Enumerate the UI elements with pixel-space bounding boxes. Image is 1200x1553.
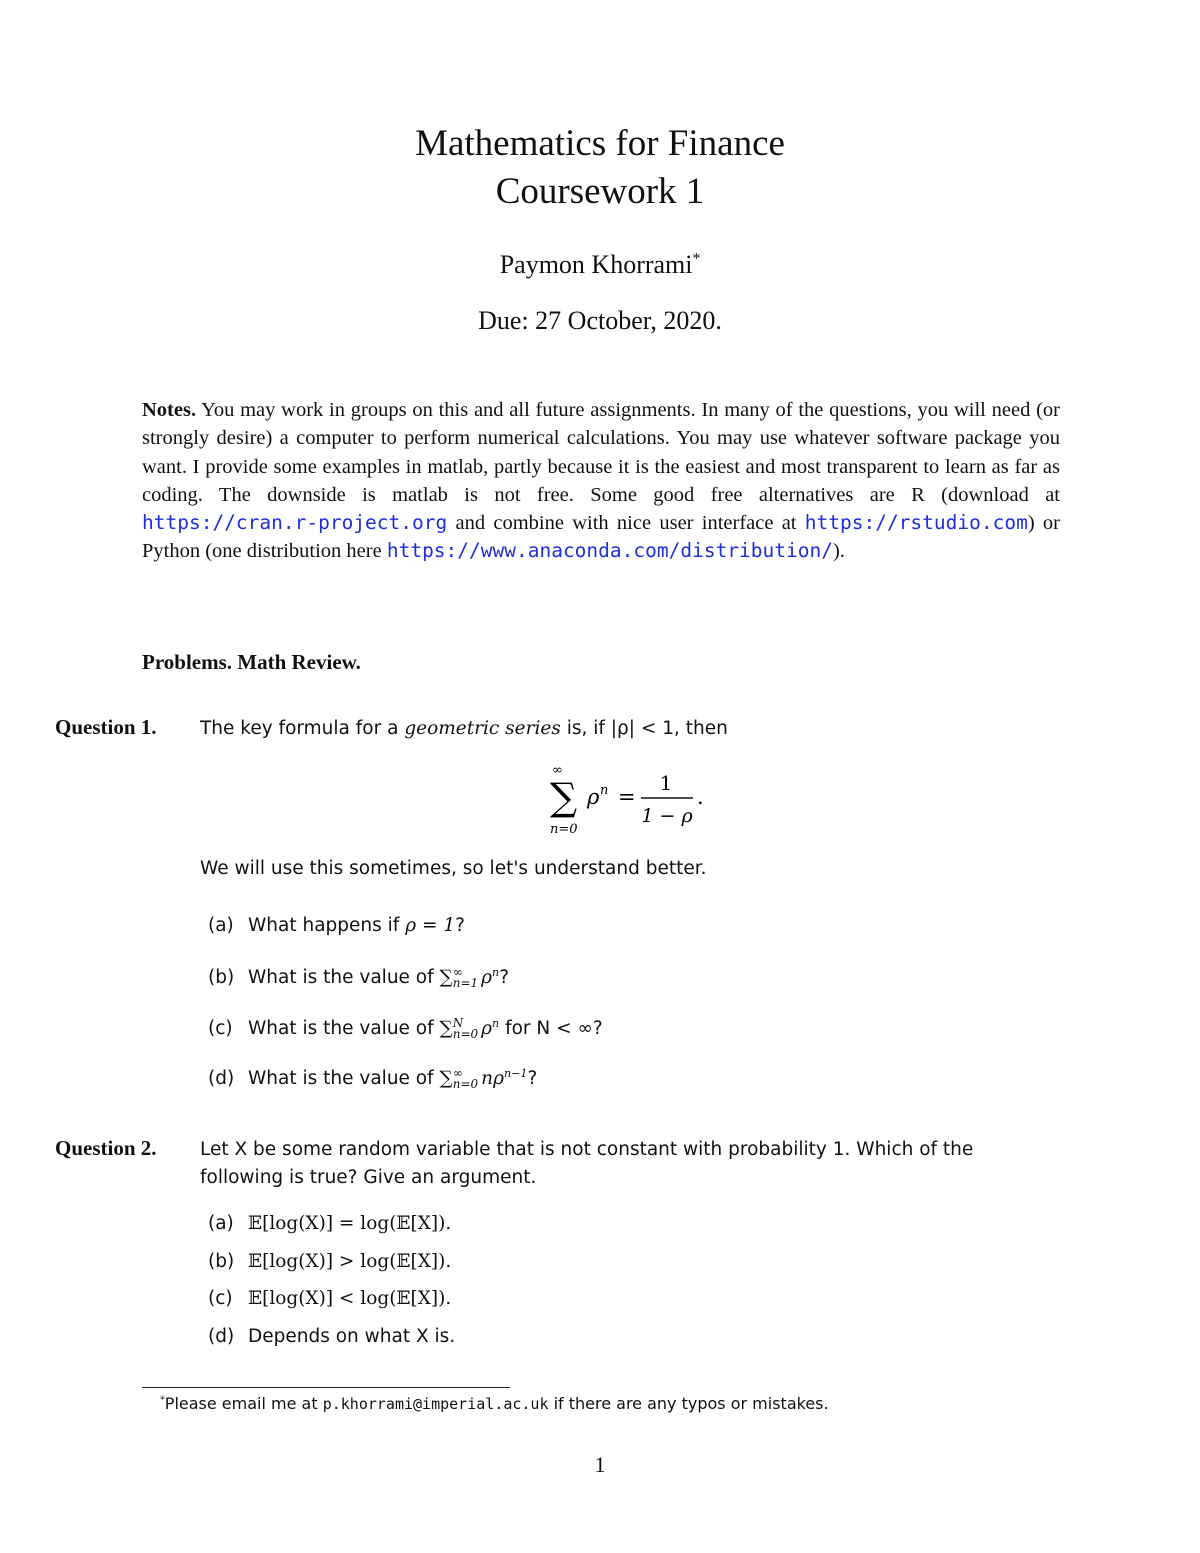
q1-part-c-sum: ∑	[439, 1018, 453, 1040]
author-footnote-mark: *	[692, 250, 701, 268]
formula-upper-limit: ∞	[552, 763, 563, 778]
q1-part-d-limits	[453, 1068, 478, 1090]
q1-part-a	[208, 915, 465, 936]
q1-part-a-math: ρ = 1	[405, 915, 456, 936]
notes-text-4: ).	[832, 540, 845, 563]
formula-denominator: 1 − ρ	[641, 805, 693, 827]
title-line-2: Coursework 1	[495, 171, 705, 212]
q2-part-a-text: 𝔼[log(X)] = log(𝔼[X]).	[248, 1213, 452, 1234]
q2-part-a-label: (a)	[208, 1213, 234, 1234]
formula-numerator: 1	[659, 771, 673, 795]
q1-part-d-exp: n−1	[503, 1067, 528, 1080]
q1-part-d-sum: ∑	[439, 1068, 453, 1090]
q2-part-d-label: (d)	[208, 1326, 235, 1347]
notes-text-2: and combine with nice user interface at	[447, 512, 805, 535]
q1-part-d-sub: n=0	[452, 1077, 479, 1092]
footnote	[160, 1394, 829, 1413]
footnote-email[interactable]: p.khorrami@imperial.ac.uk	[322, 1395, 549, 1413]
q1-part-b-sum: ∑	[439, 967, 453, 989]
q1-intro-a: The key formula for a	[200, 718, 405, 739]
question-2-text: Let X be some random variable that is not constant with probability 1. Which of the following is true? Give an argument.	[200, 1139, 974, 1188]
formula-term: ρ	[587, 785, 600, 809]
q1-part-a-pre: What happens if	[248, 915, 406, 936]
q1-part-d-pre: What is the value of	[248, 1068, 440, 1090]
q1-part-b-pre: What is the value of	[248, 967, 440, 989]
author	[0, 250, 1200, 280]
q1-part-d-post: ?	[527, 1068, 538, 1090]
q1-part-a-post: ?	[455, 915, 465, 936]
notes-text-1: You may work in groups on this and all future assignments. In many of the questions, you will need (or strongly desire) a computer to perform numerical calculations. You may use whatever software package you want. I provide some examples in matlab, partly because it is the easiest and most transparent to learn as far as coding. The downside is matlab is not free. Some good free alternatives are R (download at	[142, 399, 1060, 506]
q2-part-d-text: Depends on what X is.	[248, 1326, 456, 1347]
page-number: 1	[594, 1452, 606, 1477]
q1-part-b-expr: ρ	[481, 967, 493, 989]
title-line-1: Mathematics for Finance	[415, 123, 785, 164]
q1-part-d-label: (d)	[208, 1068, 235, 1090]
notes-text-3: ) or Python (one distribution here	[142, 512, 1060, 563]
formula-exponent: n	[600, 783, 609, 798]
q2-part-c	[208, 1288, 451, 1309]
footnote-pre: Please email me at	[164, 1394, 323, 1413]
geometric-series-formula	[540, 762, 740, 842]
q1-part-b-sup: ∞	[452, 965, 463, 980]
formula-period: .	[697, 785, 704, 809]
section-heading: Problems. Math Review.	[142, 650, 361, 674]
q1-part-c-post: for N < ∞?	[499, 1018, 603, 1040]
q1-part-c-sup: N	[452, 1016, 464, 1031]
footnote-mark: *	[160, 1394, 165, 1406]
formula-equals: =	[618, 785, 636, 809]
q2-part-c-label: (c)	[208, 1288, 233, 1309]
q1-intro-emphasis: geometric series	[404, 718, 561, 739]
question-1-followup: We will use this sometimes, so let's understand better.	[200, 858, 707, 879]
q1-part-b-sub: n=1	[452, 976, 479, 991]
q1-part-c	[208, 1017, 603, 1040]
q2-part-a	[208, 1213, 451, 1234]
q1-part-c-limits	[453, 1018, 478, 1040]
q2-part-b-text: 𝔼[log(X)] > log(𝔼[X]).	[248, 1251, 452, 1272]
q2-part-d	[208, 1326, 455, 1347]
q2-part-b	[208, 1251, 451, 1272]
q1-part-b-exp: n	[492, 966, 500, 979]
q1-part-b-label: (b)	[208, 967, 235, 989]
q1-part-d-expr: nρ	[481, 1068, 504, 1090]
question-1-label: Question 1.	[55, 715, 157, 739]
formula-sum-symbol: ∑	[550, 775, 578, 819]
q1-part-c-exp: n	[492, 1017, 500, 1030]
q1-part-b-limits	[453, 967, 478, 989]
q1-part-b-post: ?	[499, 967, 510, 989]
document-title	[0, 120, 1200, 216]
notes-paragraph	[142, 396, 1060, 566]
cran-link[interactable]: https://cran.r-project.org	[142, 511, 448, 535]
q2-part-c-text: 𝔼[log(X)] < log(𝔼[X]).	[248, 1288, 452, 1309]
q1-part-b	[208, 966, 509, 989]
q2-part-b-label: (b)	[208, 1251, 235, 1272]
question-1-intro	[200, 715, 1060, 743]
question-2-label: Question 2.	[55, 1136, 157, 1160]
due-date: Due: 27 October, 2020.	[478, 306, 722, 335]
formula-lower-limit: n=0	[550, 822, 578, 837]
q1-intro-b: is, if |ρ| < 1, then	[560, 718, 728, 739]
rstudio-link[interactable]: https://rstudio.com	[804, 511, 1028, 535]
anaconda-link[interactable]: https://www.anaconda.com/distribution/	[386, 539, 833, 563]
q1-part-c-sub: n=0	[452, 1027, 479, 1042]
author-name: Paymon Khorrami	[499, 250, 693, 279]
footnote-post: if there are any typos or mistakes.	[548, 1394, 829, 1413]
q1-part-c-label: (c)	[208, 1018, 233, 1040]
q1-part-c-pre: What is the value of	[248, 1018, 440, 1040]
footnote-rule	[142, 1387, 510, 1388]
q1-part-a-label: (a)	[208, 915, 234, 936]
q1-part-c-expr: ρ	[481, 1018, 493, 1040]
q1-part-d-sup: ∞	[452, 1066, 463, 1081]
q1-part-d	[208, 1067, 537, 1090]
notes-label: Notes.	[142, 399, 197, 421]
